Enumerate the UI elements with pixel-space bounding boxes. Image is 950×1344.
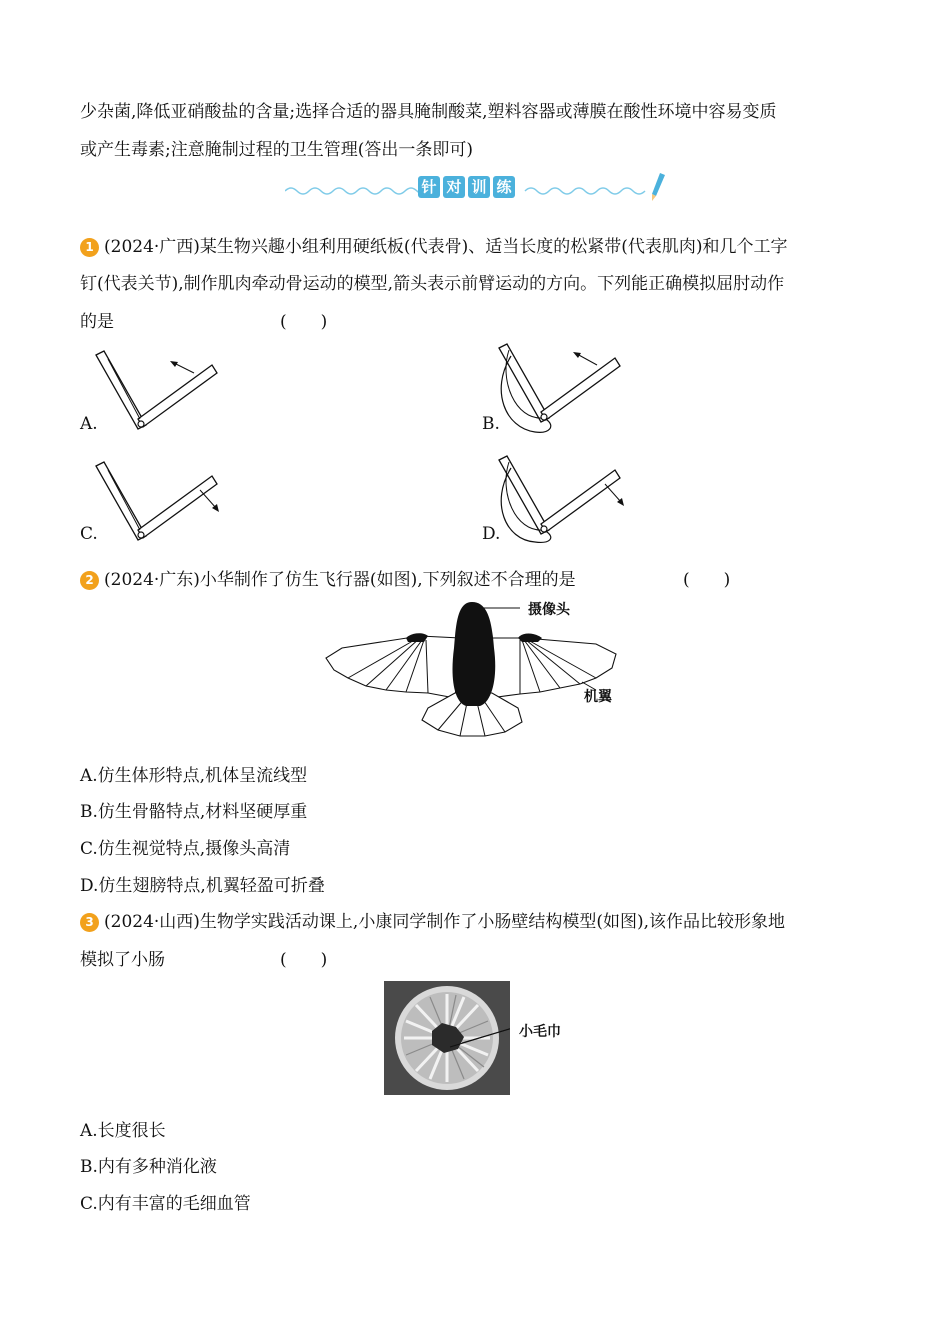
q1-option-b-label: B.	[482, 414, 500, 434]
q1-option-b-figure	[495, 340, 630, 435]
q3-number-badge: 3	[80, 913, 99, 932]
q1-option-a-figure	[92, 345, 227, 435]
q2-option-b: B.仿生骨骼特点,材料坚硬厚重	[80, 802, 308, 822]
q2-option-d: D.仿生翅膀特点,机翼轻盈可折叠	[80, 876, 325, 896]
q2-option-a: A.仿生体形特点,机体呈流线型	[80, 766, 308, 786]
q1-number-badge: 1	[80, 238, 99, 257]
q1-option-d-figure	[495, 452, 635, 544]
banner-title	[418, 176, 518, 198]
q3-option-b: B.内有多种消化液	[80, 1157, 217, 1177]
q1-line-3: 的是	[80, 312, 114, 332]
pencil-icon	[647, 172, 667, 202]
q1-answer-paren: ( )	[280, 312, 328, 332]
drone-label-wing: 机翼	[584, 689, 612, 705]
banner-char-1: 针	[418, 176, 440, 198]
q1-option-d-label: D.	[482, 524, 501, 544]
q3-option-c: C.内有丰富的毛细血管	[80, 1194, 251, 1214]
q1-option-c-label: C.	[80, 524, 98, 544]
q3-answer-paren: ( )	[280, 950, 328, 970]
q2-line-1	[80, 568, 576, 592]
q1-line-2: 钉(代表关节),制作肌肉牵动骨运动的模型,箭头表示前臂运动的方向。下列能正确模拟屈肘动作	[80, 274, 785, 294]
q1-line-1	[80, 235, 787, 259]
q1-option-a-label: A.	[80, 414, 98, 434]
intestine-label-towel: 小毛巾	[519, 1024, 561, 1040]
intro-line-2: 或产生毒素;注意腌制过程的卫生管理(答出一条即可)	[80, 140, 473, 160]
banner-char-4: 练	[493, 176, 515, 198]
q3-stem-1: (2024·山西)生物学实践活动课上,小康同学制作了小肠壁结构模型(如图),该作品比较形象地	[104, 912, 786, 932]
q2-option-c: C.仿生视觉特点,摄像头高清	[80, 839, 291, 859]
banner-char-3: 训	[468, 176, 490, 198]
q1-option-c-figure	[92, 458, 232, 543]
section-banner	[285, 172, 670, 204]
q3-line-1	[80, 910, 785, 934]
q2-answer-paren: ( )	[683, 570, 731, 590]
drone-label-camera: 摄像头	[528, 602, 570, 618]
q3-option-a: A.长度很长	[80, 1121, 166, 1141]
q3-line-2: 模拟了小肠	[80, 950, 165, 970]
intestine-model-photo	[384, 981, 510, 1095]
q2-number-badge: 2	[80, 571, 99, 590]
banner-char-2: 对	[443, 176, 465, 198]
intro-line-1: 少杂菌,降低亚硝酸盐的含量;选择合适的器具腌制酸菜,塑料容器或薄膜在酸性环境中容易变质	[80, 102, 777, 122]
bionic-drone-figure	[320, 598, 630, 743]
q2-stem: (2024·广东)小华制作了仿生飞行器(如图),下列叙述不合理的是	[104, 570, 576, 590]
q1-stem-1: (2024·广西)某生物兴趣小组利用硬纸板(代表骨)、适当长度的松紧带(代表肌肉)和几个工字	[104, 237, 788, 257]
